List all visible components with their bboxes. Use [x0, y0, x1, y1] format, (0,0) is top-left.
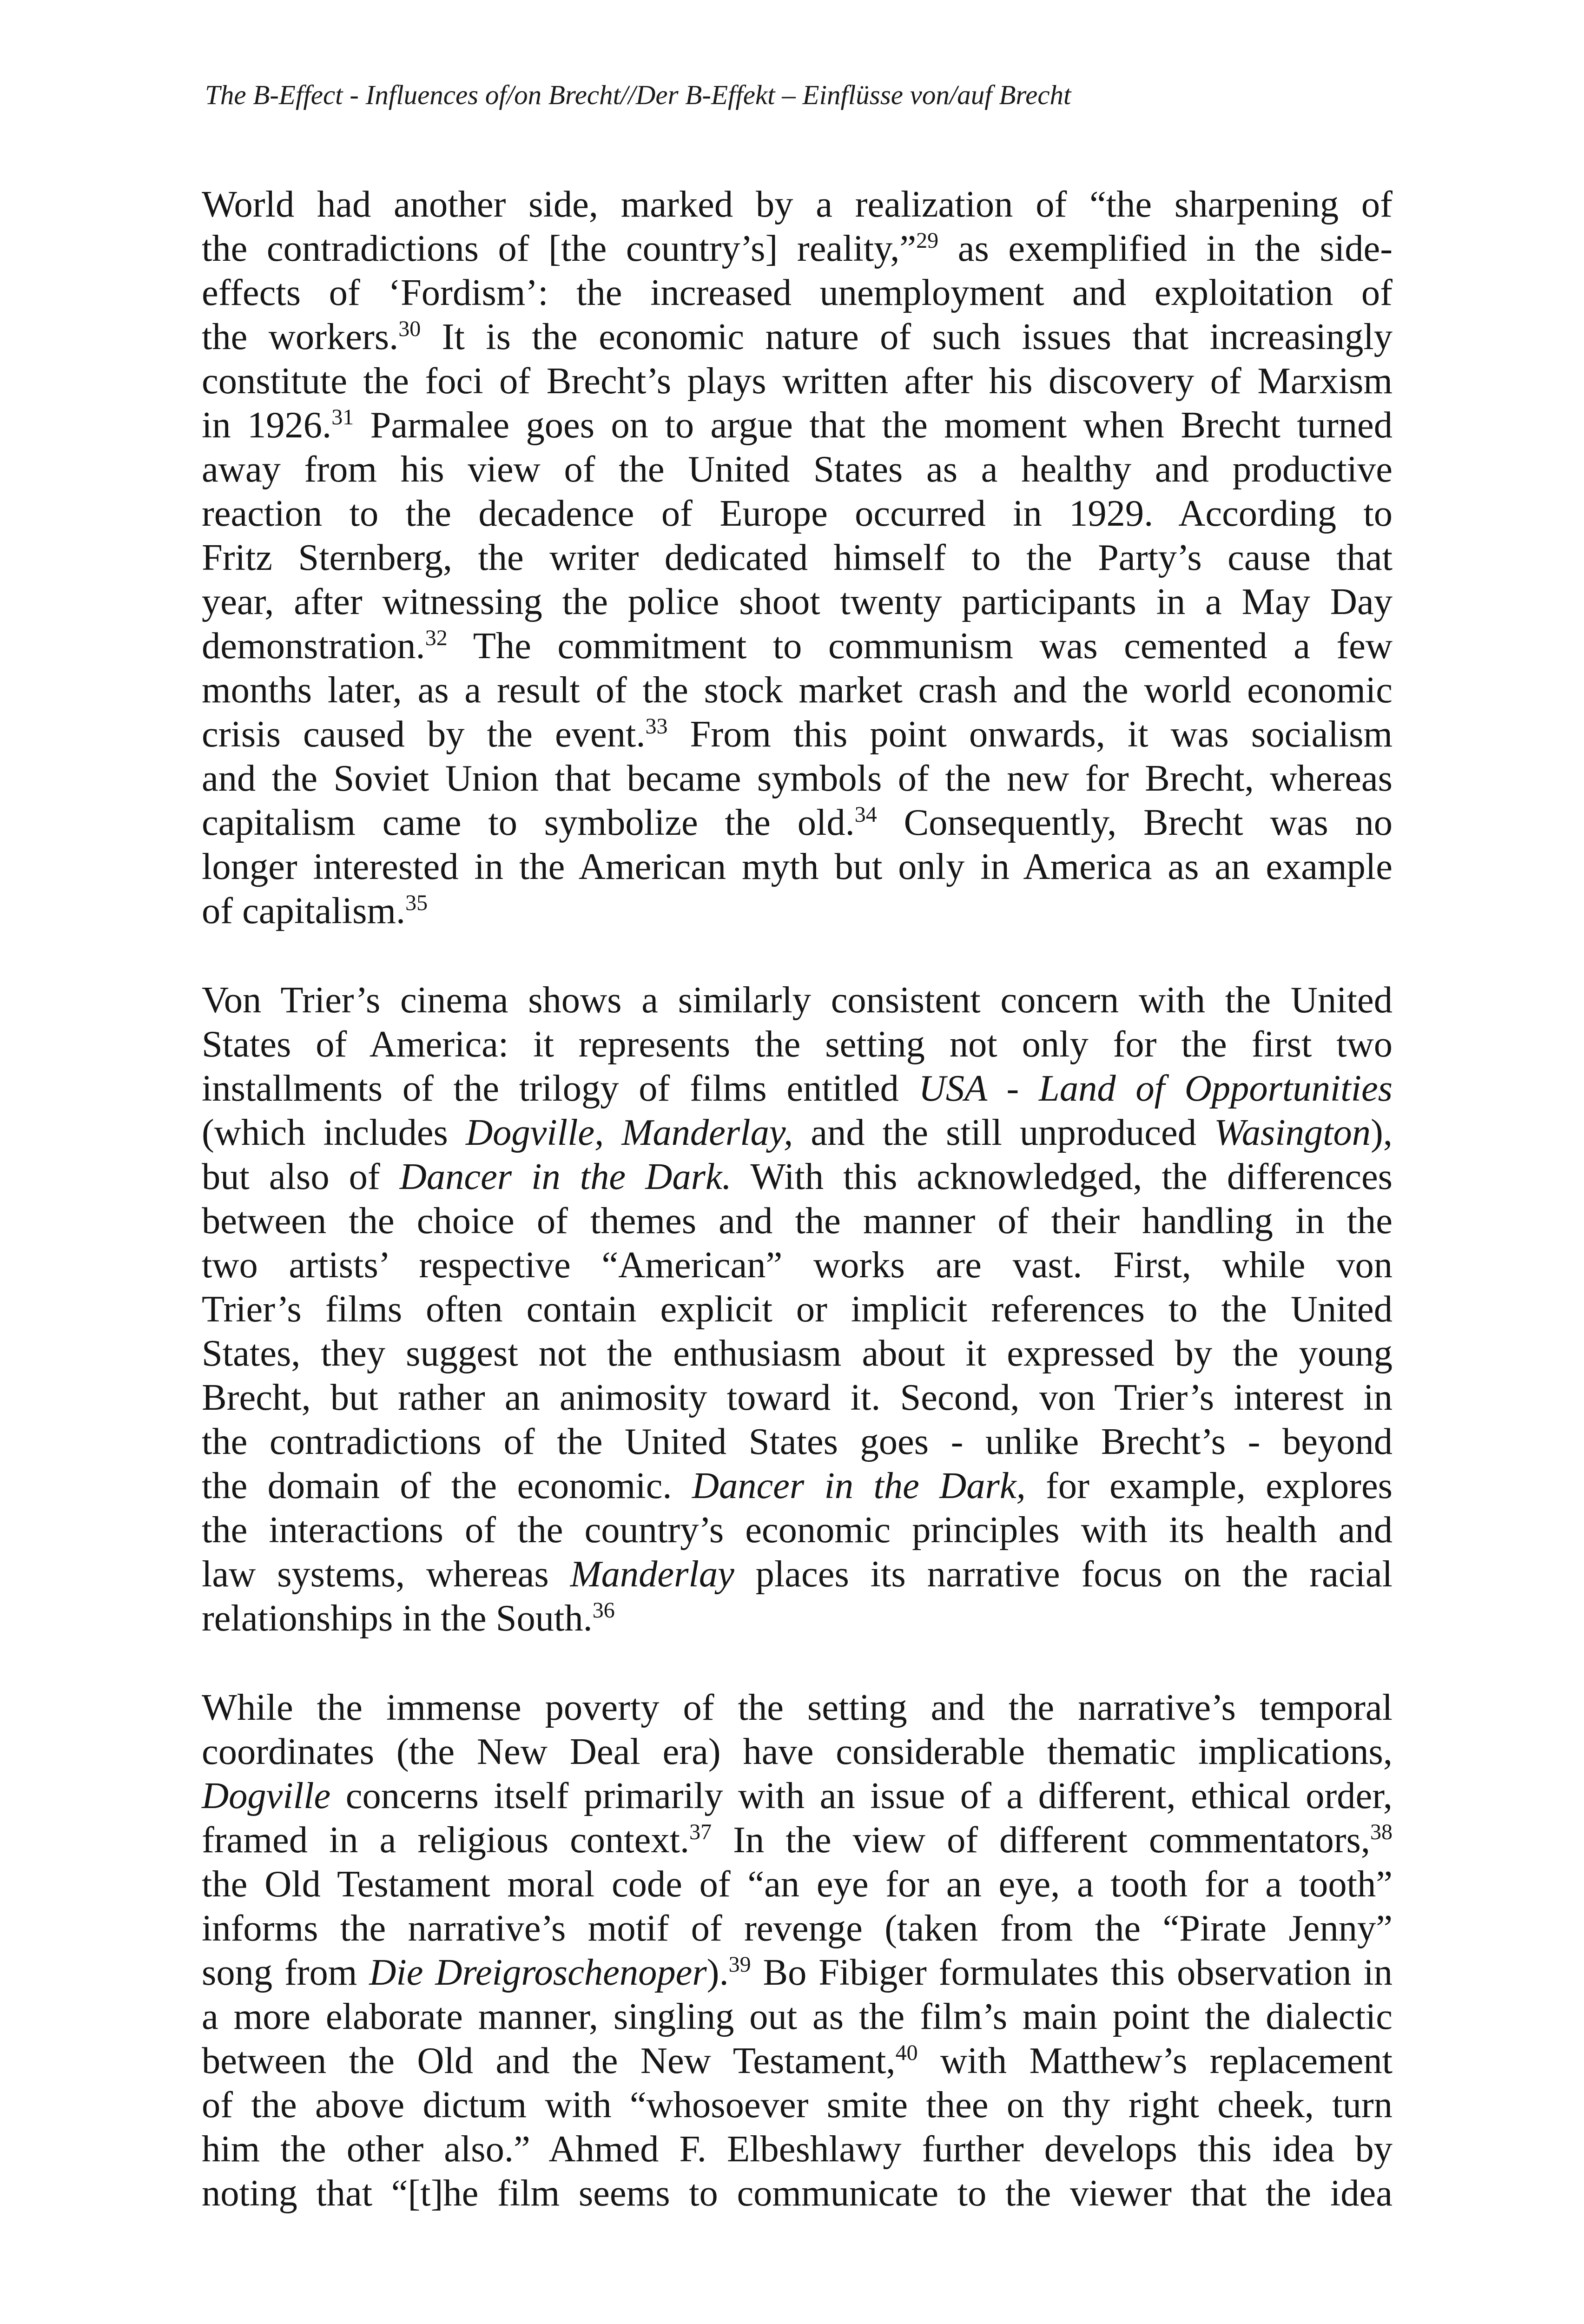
text-line: Trier’s films often contain explicit or implicit references to the United [202, 1288, 1393, 1330]
paragraph [202, 182, 1393, 933]
text-line: of the above dictum with “whosoever smite thee on thy right cheek, turn [202, 2084, 1393, 2126]
footnote-ref: 29 [916, 228, 939, 253]
text-line: Dogville concerns itself primarily with an issue of a different, ethical order, [202, 1775, 1393, 1816]
text-line: in 1926.31 Parmalee goes on to argue that the moment when Brecht turned [202, 404, 1393, 446]
footnote-ref: 33 [645, 714, 668, 739]
text-line: the workers.$^{30}$ It is the economic nature of such issues that increasingly [202, 316, 1393, 357]
italic-title: Dancer in the Dark, [692, 1465, 1026, 1506]
italic-title: Dancer in the Dark. [399, 1156, 732, 1197]
text-line: year, after witnessing the police shoot twenty participants in a May Day [202, 581, 1393, 622]
italic-title: USA - Land of Opportunities [918, 1068, 1393, 1109]
text-line: constitute the foci of Brecht’s plays written after his discovery of Marxism [202, 360, 1393, 402]
text-line: away from his view of the United States as a healthy and productive [202, 449, 1393, 490]
text-line: World had another side, marked by a realization of “the sharpening of [202, 184, 1393, 225]
text-line: relationships in the South.$^{36}$ [202, 1598, 615, 1639]
text-line: between the Old and the New Testament,$^{40}$ with Matthew’s replacement [202, 2040, 1393, 2081]
text-line: coordinates (the New Deal era) have considerable thematic implications, [202, 1731, 1393, 1772]
footnote-ref: 38 [1370, 1820, 1393, 1844]
text-line: States of America: it represents the setting not only for the first two [202, 1023, 1393, 1065]
text-line: but also of Dancer in the Dark. With this acknowledged, the differences [202, 1156, 1393, 1197]
text-line: of capitalism.$^{35}$ [202, 890, 428, 931]
text-line: Brecht, but rather an animosity toward it. Second, von Trier’s interest in [202, 1377, 1393, 1418]
italic-title: Dogville, Manderlay, [465, 1112, 793, 1153]
text-line: framed in a religious context.$^{37}$ In the view of different commentators,$^{38}$ [202, 1819, 1393, 1861]
footnote-ref: 36 [592, 1598, 615, 1623]
footnote-ref: 37 [689, 1820, 712, 1844]
text-line: informs the narrative’s motif of revenge (taken from the “Pirate Jenny” [202, 1908, 1393, 1949]
text-line: months later, as a result of the stock market crash and the world economic [202, 669, 1393, 711]
italic-title: Wasington [1214, 1112, 1371, 1153]
text-line: the contradictions of [the country’s] reality,”$^{29}$ as exemplified in the side- [202, 228, 1393, 269]
footnote-ref: 31 [331, 405, 354, 429]
text-line: the interactions of the country’s economic principles with its health and [202, 1509, 1393, 1551]
text-line: States, they suggest not the enthusiasm about it expressed by the young [202, 1333, 1393, 1374]
text-line: longer interested in the American myth but only in America as an example [202, 846, 1393, 887]
italic-title: Manderlay [570, 1553, 734, 1595]
paragraph [202, 1685, 1393, 2215]
text-line: the Old Testament moral code of “an eye for an eye, a tooth for a tooth” [202, 1863, 1393, 1905]
footnote-ref: 32 [425, 626, 448, 650]
text-line: between the choice of themes and the manner of their handling in the [202, 1200, 1393, 1241]
text-line: him the other also.” Ahmed F. Elbeshlawy further develops this idea by [202, 2128, 1393, 2170]
text-line: Von Trier’s cinema shows a similarly consistent concern with the United [202, 979, 1393, 1021]
italic-title: Die Dreigroschenoper [369, 1952, 707, 1993]
text-line: noting that “[t]he film seems to communicate to the viewer that the idea [202, 2172, 1393, 2214]
text-line: a more elaborate manner, singling out as the film’s main point the dialectic [202, 1996, 1393, 2037]
footnote-ref: 34 [854, 802, 877, 827]
footnote-ref: 35 [405, 891, 428, 915]
text-line: Fritz Sternberg, the writer dedicated himself to the Party’s cause that [202, 537, 1393, 578]
text-line: song from Die Dreigroschenoper).$^{39}$ Bo Fibiger formulates this observation in [202, 1952, 1393, 1993]
footnote-ref: 39 [728, 1952, 751, 1977]
text-line: reaction to the decadence of Europe occurred in 1929. According to [202, 493, 1393, 534]
text-line: capitalism came to symbolize the old.$^{34}$ Consequently, Brecht was no [202, 802, 1393, 843]
text-line: effects of ‘Fordism’: the increased unemployment and exploitation of [202, 272, 1393, 313]
text-line: While the immense poverty of the setting and the narrative’s temporal [202, 1687, 1393, 1728]
text-line: the domain of the economic. Dancer in the Dark, for example, explores [202, 1465, 1393, 1506]
paragraph [202, 978, 1393, 1640]
text-line: crisis caused by the event.$^{33}$ From this point onwards, it was socialism [202, 713, 1393, 755]
text-line: two artists’ respective “American” works are vast. First, while von [202, 1244, 1393, 1286]
text-line: and the Soviet Union that became symbols of the new for Brecht, whereas [202, 758, 1393, 799]
text-line: demonstration.$^{32}$ The commitment to communism was cemented a few [202, 625, 1393, 667]
italic-title: Dogville [202, 1775, 331, 1816]
footnote-ref: 30 [398, 317, 421, 341]
body-text [202, 182, 1393, 2260]
footnote-ref: 40 [895, 2040, 918, 2065]
text-line: the contradictions of the United States goes - unlike Brecht’s - beyond [202, 1421, 1393, 1462]
running-head: The B-Effect - Influences of/on Brecht//Der B-Effekt – Einflüsse von/auf Brecht [205, 79, 1071, 110]
text-line: installments of the trilogy of films entitled USA - Land of Opportunities [202, 1068, 1393, 1109]
text-line: law systems, whereas Manderlay places its narrative focus on the racial [202, 1553, 1393, 1595]
text-line: (which includes Dogville, Manderlay, and the still unproduced Wasington), [202, 1112, 1393, 1153]
